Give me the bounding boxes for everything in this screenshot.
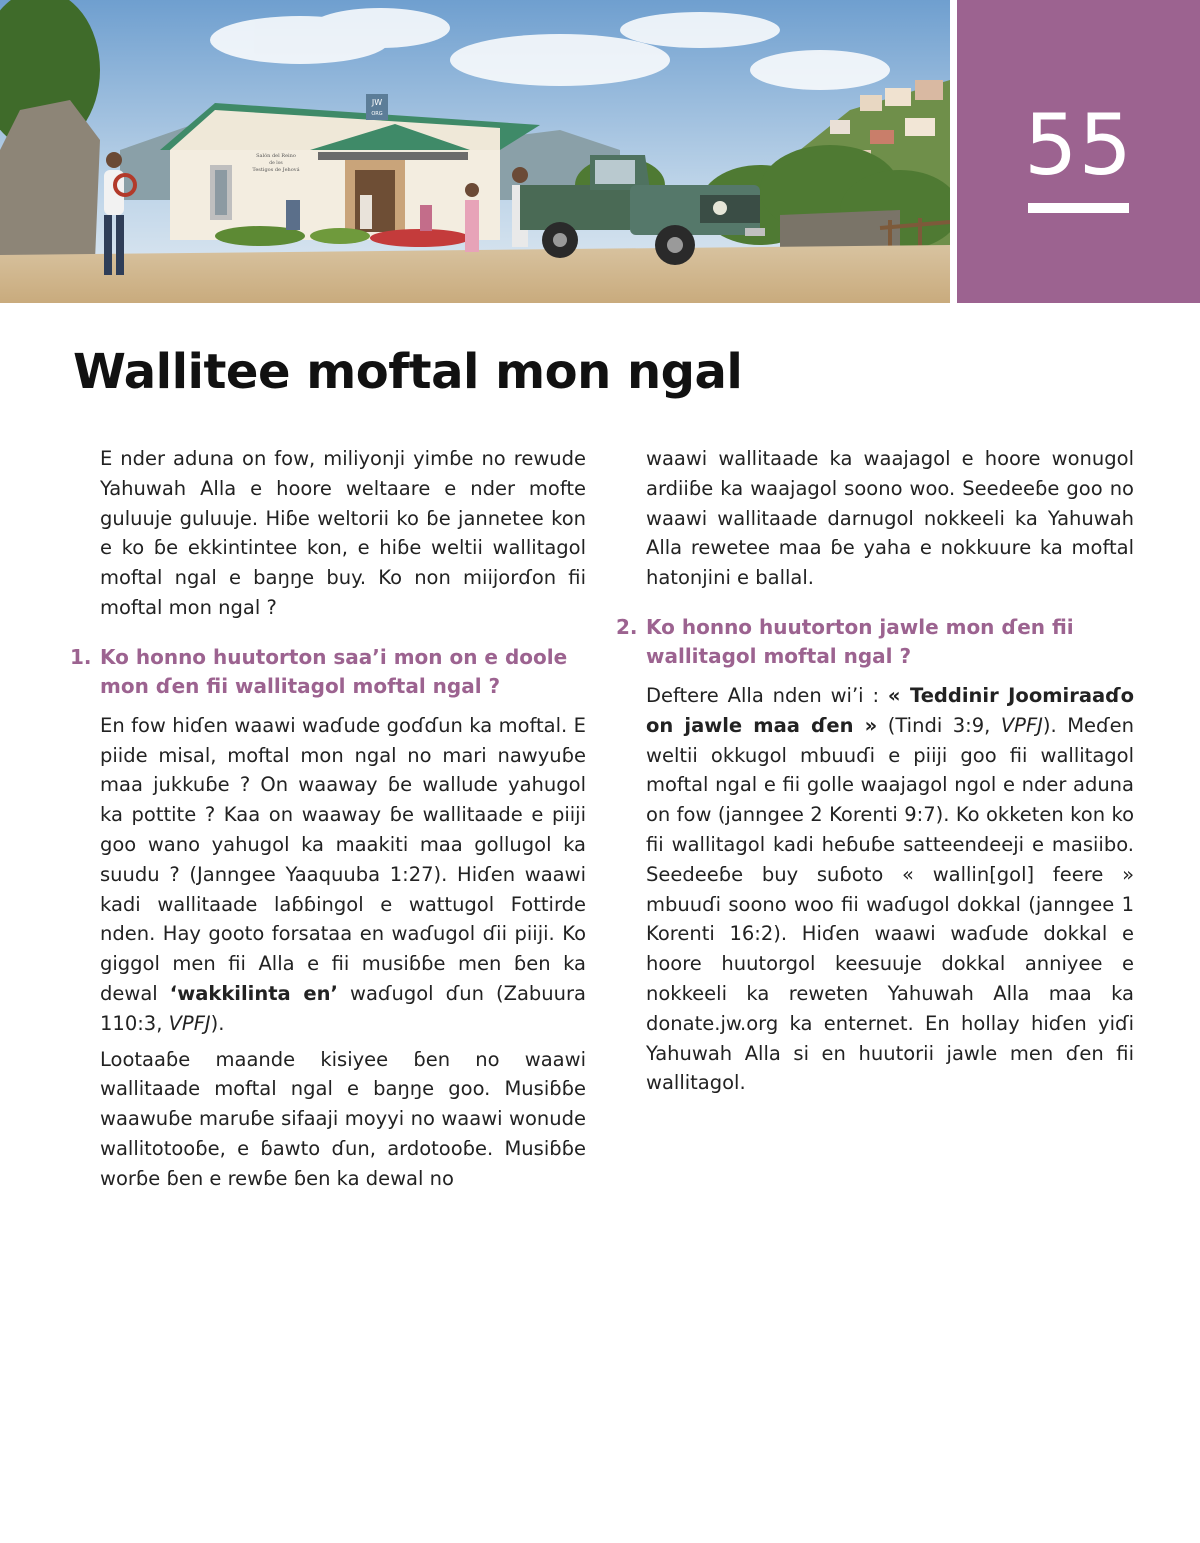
left-column — [70, 444, 586, 1200]
chapter-underline — [1028, 203, 1129, 213]
jw-sign-bottom: ORG — [371, 111, 383, 117]
question-1-text: Ko honno huutorton saa’i mon on e doole mon ɗen fii wallitagol moftal ngal ? — [100, 644, 568, 698]
answer-2-text-c: ). Meɗen weltii okkugol mbuuɗi e piiji goo fii wallitagol moftal ngal e fii golle waajagol ngol e nder aduna on fow (janngee 2 Korenti 9:7). Ko okketen kon ko fii wallitagol kadi heɓuɓe satteendeeji e masiibo. Seedeeɓe buy suɓoto « wallin[gol] feere » mbuuɗi soono woo fii waɗugol dokkal (janngee 1 Korenti 16:2). Hiɗen waawi waɗude dokkal e hoore huutorgol keesuuje dokkal anniyee e nokkeeli ka reweten Yahuwah Alla maa ka donate.jw.org ka enternet. En hollay hiɗen yiɗi Yahuwah Alla si en huutorii jawle men ɗen fii wallitagol. — [646, 713, 1134, 1095]
building-sign-line-2: de los — [269, 161, 283, 166]
question-2-text: Ko honno huutorton jawle mon ɗen fii wallitagol moftal ngal ? — [646, 614, 1074, 668]
intro-paragraph: E nder aduna on fow, miliyonji yimɓe no rewude Yahuwah Alla e hoore weltaare e nder mofte guluuje guluuje. Hiɓe weltorii ko ɓe jannetee kon e ko ɓe ekkintintee kon, e hiɓe weltii wallitagol moftal ngal e baŋŋe buy. Ko non miijorɗon fii moftal mon ngal ? — [100, 447, 586, 619]
answer-1-text-c: ). — [210, 1011, 225, 1035]
question-2 — [616, 613, 1134, 671]
right-column — [616, 444, 1134, 1104]
building-sign-line-1: Salón del Reino — [256, 153, 296, 159]
question-1-number: 1. — [70, 644, 92, 669]
answer-2-italic: VPFJ — [1000, 713, 1043, 737]
answer-1-text-a: En fow hiɗen waawi waɗude goɗɗun ka moftal. E piide misal, moftal mon ngal no mari nawyuɓe maa jukkuɓe ? On waaway ɓe wallude yahugol ka pottite ? Kaa on waaway ɓe wallitaade e piiji goo wano yahugol ka maakiti maa gollugol ka suudu ? (Janngee Yaaquuba 1:27). Hiɗen waawi kadi wallitaade laɓɓingol e wattugol Fottirde nden. Hay gooto forsataa en waɗugol ɗii piiji. Ko giggol men fii Alla e fii musiɓɓe men ɓen ka dewal — [100, 713, 586, 1005]
answer-2-bold: « Teddinir Joomiraaɗo on jawle maa ɗen » — [646, 683, 1134, 737]
question-1 — [70, 643, 586, 701]
stone-wall-left — [0, 100, 100, 265]
answer-1-bold: ‘wakkilinta en’ — [169, 981, 338, 1005]
answer-1-paragraph-2-continued: waawi wallitaade ka waajagol e hoore wonugol ardiiɓe ka waajagol soono woo. Seedeeɓe goo no waawi wallitaade darnugol nokkeeli ka Yahuwah Alla rewetee maa ɓe yaha e nokkuure ka moftal hatonjini e ballal. — [646, 447, 1134, 590]
page-title: Wallitee moftal mon ngal — [73, 344, 743, 400]
answer-2-text-b: (Tindi 3:9, — [877, 713, 1001, 737]
answer-1-text-b: waɗugol ɗun (Zabuura 110:3, — [100, 981, 586, 1035]
answer-1-paragraph — [100, 711, 586, 1039]
answer-2-text-a: Deftere Alla nden wi’i : — [646, 683, 888, 707]
building-sign-line-3: Testigos de Jehová — [252, 167, 300, 173]
question-2-number: 2. — [616, 614, 638, 639]
ground — [0, 245, 950, 303]
answer-1-paragraph-2: Lootaaɓe maande kisiyee ɓen no waawi wallitaade moftal ngal e baŋŋe goo. Musiɓɓe waawuɓe maruɓe sifaaji moyyi no waawi wonude wallitotooɓe, e ɓawto ɗun, ardotooɓe. Musiɓɓe worɓe ɓen e rewɓe ɓen ka dewal no — [100, 1047, 586, 1190]
header-illustration — [0, 0, 950, 303]
answer-1-italic: VPFJ — [168, 1011, 211, 1035]
jw-sign-top: JW — [371, 98, 383, 107]
chapter-number: 55 — [1024, 96, 1133, 194]
chapter-number-box — [957, 0, 1200, 303]
answer-2-paragraph — [646, 681, 1134, 1098]
